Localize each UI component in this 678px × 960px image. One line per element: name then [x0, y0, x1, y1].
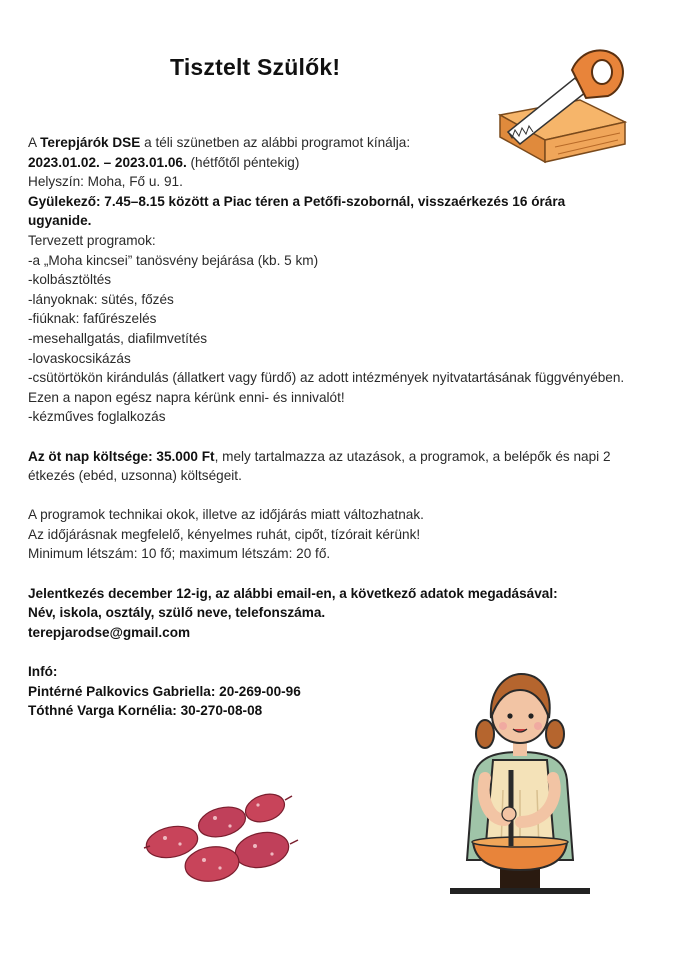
location-line: Helyszín: Moha, Fő u. 91.: [28, 174, 183, 190]
program-item: -lovaskocsikázás: [28, 350, 131, 366]
main-content: [28, 133, 668, 721]
meeting-line-1: Gyülekező: 7.45–8.15 között a Piac téren a Petőfi-szobornál, visszaérkezés 16 órára: [28, 193, 566, 209]
program-item: -csütörtökön kirándulás (állatkert vagy fürdő) az adott intézmények nyitvatartásának függvényében.: [28, 370, 625, 386]
girl-cooking-illustration: [445, 660, 595, 900]
intro-suffix: a téli szünetben az alábbi programot kínálja:: [140, 135, 411, 150]
program-item: -a „Moha kincsei” tanösvény bejárása (kb. 5 km): [28, 252, 319, 268]
cost-details: , mely tartalmazza az utazások, a programok, a belépők és napi 2: [214, 448, 611, 464]
cost-line-1: [28, 447, 668, 467]
programs-heading: Tervezett programok:: [28, 232, 156, 248]
organization-name: Terepjárók DSE: [40, 135, 141, 150]
info-heading: Infó:: [28, 664, 58, 680]
dates-line: [28, 153, 668, 173]
program-item: -lányoknak: sütés, főzés: [28, 291, 174, 307]
date-note: (hétfőtől péntekig): [186, 154, 300, 170]
page-title: Tisztelt Szülők!: [170, 54, 341, 80]
registration-email: terepjarodse@gmail.com: [28, 624, 191, 640]
cost-amount: Az öt nap költsége: 35.000 Ft: [28, 448, 215, 464]
info-contact: Tóthné Varga Kornélia: 30-270-08-08: [28, 703, 263, 719]
note-line: Minimum létszám: 10 fő; maximum létszám: 20 fő.: [28, 546, 331, 562]
registration-line: Név, iskola, osztály, szülő neve, telefonszáma.: [28, 605, 326, 621]
program-item: -kolbásztöltés: [28, 272, 112, 288]
registration-line: Jelentkezés december 12-ig, az alábbi email-en, a következő adatok megadásával:: [28, 585, 558, 601]
program-item: -fiúknak: fafűrészelés: [28, 311, 157, 327]
program-item: Ezen a napon egész napra kérünk enni- és innivalót!: [28, 389, 345, 405]
program-item: -kézműves foglalkozás: [28, 409, 166, 425]
note-line: A programok technikai okok, illetve az időjárás miatt változhatnak.: [28, 507, 424, 523]
date-range: 2023.01.02. – 2023.01.06.: [28, 154, 187, 170]
info-contact: Pintérné Palkovics Gabriella: 20-269-00-96: [28, 683, 301, 699]
intro-line: [28, 133, 668, 153]
cost-line-2: étkezés (ebéd, uzsonna) költségeit.: [28, 468, 242, 484]
program-item: -mesehallgatás, diafilmvetítés: [28, 330, 208, 346]
meeting-line-2: ugyanide.: [28, 213, 92, 229]
sausages-illustration: [140, 780, 305, 890]
note-line: Az időjárásnak megfelelő, kényelmes ruhát, cipőt, tízórait kérünk!: [28, 526, 421, 542]
intro-prefix: A: [28, 135, 41, 150]
